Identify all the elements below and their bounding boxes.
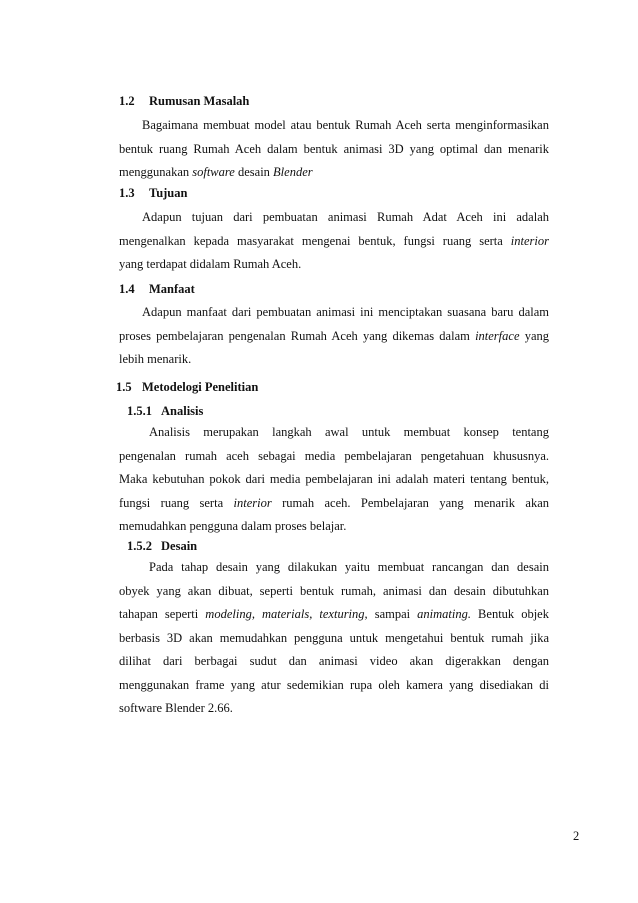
text-line: software Blender 2.66. <box>119 701 233 715</box>
text-line: memudahkan pengguna dalam proses belajar. <box>119 519 347 533</box>
paragraph-analisis <box>119 421 549 539</box>
page-number: 2 <box>573 829 580 843</box>
text-line: yang terdapat didalam Rumah Aceh. <box>119 257 302 271</box>
section-title: Desain <box>161 539 198 553</box>
section-number: 1.5 <box>116 380 132 394</box>
text-line: bentuk ruang Rumah Aceh dalam bentuk animasi 3D yang optimal dan menarik <box>119 141 549 156</box>
section-title: Metodelogi Penelitian <box>142 380 259 394</box>
heading-desain <box>127 538 197 554</box>
text-line: mengenalkan kepada masyarakat mengenai bentuk, fungsi ruang serta interior <box>119 233 549 248</box>
heading-manfaat <box>119 281 195 297</box>
section-title: Analisis <box>161 404 204 418</box>
paragraph-rumusan-masalah <box>119 114 549 185</box>
section-number: 1.3 <box>119 186 135 200</box>
text-line: Bagaimana membuat model atau bentuk Rumah Aceh serta menginformasikan <box>142 118 549 132</box>
text-line: pengenalan rumah aceh sebagai media pembelajaran pengetahuan khususnya. <box>119 448 549 463</box>
text-line: Maka kebutuhan pokok dari media pembelajaran ini adalah materi tentang bentuk, <box>119 472 549 486</box>
section-title: Rumusan Masalah <box>149 94 250 108</box>
text-line: menggunakan software desain Blender <box>119 165 313 179</box>
section-title: Manfaat <box>149 282 195 296</box>
heading-metodelogi-penelitian <box>116 379 258 395</box>
section-number: 1.2 <box>119 94 135 108</box>
text-line: dilihat dari berbagai sudut dan animasi video akan digerakkan dengan <box>119 654 549 668</box>
text-line: Pada tahap desain yang dilakukan yaitu membuat rancangan dan desain <box>149 560 549 574</box>
section-number: 1.5.1 <box>127 404 152 418</box>
section-number: 1.5.2 <box>127 539 152 553</box>
section-number: 1.4 <box>119 282 135 296</box>
paragraph-tujuan <box>119 206 549 277</box>
text-line: obyek yang akan dibuat, seperti bentuk rumah, animasi dan desain dibutuhkan <box>119 583 549 598</box>
text-line: fungsi ruang serta interior rumah aceh. Pembelajaran yang menarik akan <box>119 495 549 510</box>
text-line: Adapun tujuan dari pembuatan animasi Rumah Adat Aceh ini adalah <box>142 210 549 224</box>
text-line: lebih menarik. <box>119 352 192 366</box>
heading-rumusan-masalah <box>119 93 249 109</box>
text-line: berbasis 3D akan memudahkan pengguna untuk mengetahui bentuk rumah jika <box>119 630 549 645</box>
heading-tujuan <box>119 185 187 201</box>
text-line: proses pembelajaran pengenalan Rumah Aceh yang dikemas dalam interface yang <box>119 328 549 343</box>
heading-analisis <box>127 403 203 419</box>
text-line: Analisis merupakan langkah awal untuk membuat konsep tentang <box>149 425 549 439</box>
section-title: Tujuan <box>149 186 188 200</box>
text-line: tahapan seperti modeling, materials, texturing, sampai animating. Bentuk objek <box>119 607 549 621</box>
paragraph-desain <box>119 556 549 721</box>
text-line: menggunakan frame yang atur sedemikian rupa oleh kamera yang disediakan di <box>119 677 549 692</box>
paragraph-manfaat <box>119 301 549 372</box>
text-line: Adapun manfaat dari pembuatan animasi ini menciptakan suasana baru dalam <box>142 305 549 319</box>
